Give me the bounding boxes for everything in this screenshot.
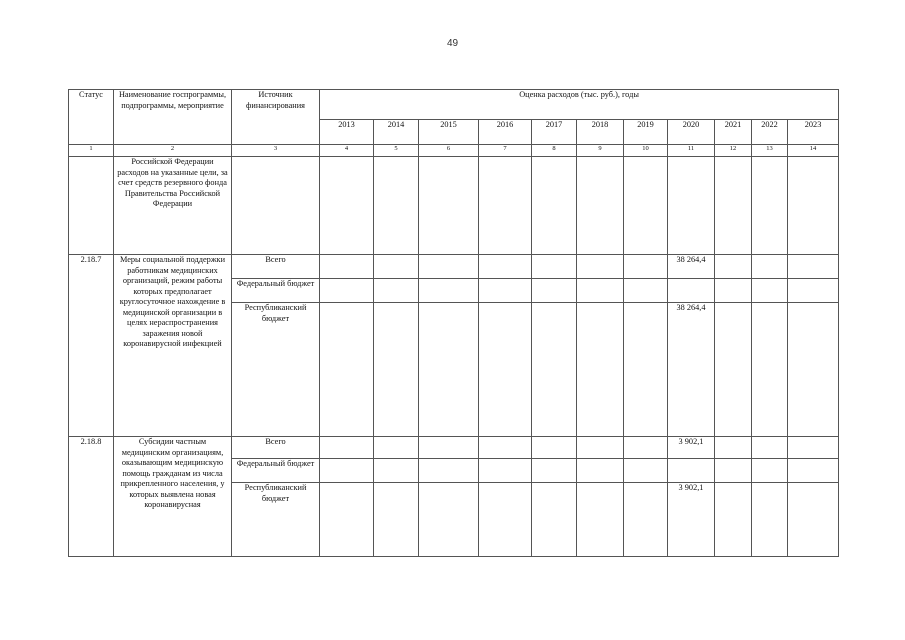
value-cell (624, 483, 668, 557)
year-header: 2014 (374, 120, 419, 145)
year-header: 2020 (668, 120, 715, 145)
measure-status: 2.18.7 (69, 255, 114, 437)
year-header: 2013 (320, 120, 374, 145)
expenditure-table (68, 89, 839, 557)
empty-cell (577, 157, 624, 255)
column-number: 13 (752, 145, 788, 157)
value-cell (532, 255, 577, 279)
year-header: 2016 (479, 120, 532, 145)
value-cell (715, 279, 752, 303)
value-cell (624, 255, 668, 279)
column-number: 11 (668, 145, 715, 157)
value-cell (320, 255, 374, 279)
column-number: 4 (320, 145, 374, 157)
measure-name: Субсидии частным медицинским организациям, оказывающим медицинскую помощь гражданам из числа прикрепленного населения, у которых выявлена новая коронавирусная (114, 437, 232, 557)
empty-cell (419, 157, 479, 255)
value-cell (320, 459, 374, 483)
value-cell (788, 279, 839, 303)
header-status: Статус (69, 90, 114, 145)
value-cell (788, 459, 839, 483)
value-cell (624, 279, 668, 303)
value-cell (788, 483, 839, 557)
measure-status: 2.18.8 (69, 437, 114, 557)
value-cell (788, 437, 839, 459)
value-cell (374, 437, 419, 459)
value-cell (479, 303, 532, 437)
column-number: 9 (577, 145, 624, 157)
empty-cell (232, 157, 320, 255)
value-cell (577, 437, 624, 459)
value-cell (374, 279, 419, 303)
value-cell (532, 459, 577, 483)
column-number: 3 (232, 145, 320, 157)
column-number: 2 (114, 145, 232, 157)
column-number: 7 (479, 145, 532, 157)
year-header: 2018 (577, 120, 624, 145)
empty-cell (715, 157, 752, 255)
value-cell (479, 437, 532, 459)
year-header: 2019 (624, 120, 668, 145)
value-cell (419, 303, 479, 437)
funding-source: Всего (232, 255, 320, 279)
measure-name: Меры социальной поддержки работникам медицинских организаций, режим работы которых предполагает круглосуточное нахождение в медицинской организации в целях нераспространения заражения новой коронавирусной инфекцией (114, 255, 232, 437)
value-cell (577, 279, 624, 303)
year-header: 2021 (715, 120, 752, 145)
value-cell (624, 437, 668, 459)
value-cell (374, 483, 419, 557)
value-cell (715, 437, 752, 459)
value-cell (320, 437, 374, 459)
table-row (69, 437, 839, 459)
year-header: 2022 (752, 120, 788, 145)
value-cell (668, 279, 715, 303)
value-cell (752, 303, 788, 437)
column-number: 6 (419, 145, 479, 157)
header-source: Источник финансирования (232, 90, 320, 145)
value-cell (577, 303, 624, 437)
empty-cell (668, 157, 715, 255)
value-cell (715, 255, 752, 279)
value-cell (532, 483, 577, 557)
empty-cell (479, 157, 532, 255)
value-cell (479, 459, 532, 483)
value-cell (419, 255, 479, 279)
funding-source: Республиканский бюджет (232, 303, 320, 437)
value-cell (577, 459, 624, 483)
column-number: 5 (374, 145, 419, 157)
empty-cell (320, 157, 374, 255)
empty-cell (374, 157, 419, 255)
page-number: 49 (446, 38, 459, 49)
value-cell (577, 255, 624, 279)
year-header: 2017 (532, 120, 577, 145)
value-cell (624, 459, 668, 483)
value-cell: 38 264,4 (668, 303, 715, 437)
header-name: Наименование госпрограммы, подпрограммы, мероприятие (114, 90, 232, 145)
header-estimate: Оценка расходов (тыс. руб.), годы (320, 90, 839, 120)
funding-source: Всего (232, 437, 320, 459)
value-cell (320, 279, 374, 303)
value-cell (624, 303, 668, 437)
value-cell (752, 255, 788, 279)
value-cell (374, 303, 419, 437)
table-row (69, 157, 839, 255)
value-cell (668, 459, 715, 483)
value-cell (532, 279, 577, 303)
status-cell (69, 157, 114, 255)
value-cell (715, 459, 752, 483)
value-cell: 3 902,1 (668, 437, 715, 459)
year-header: 2015 (419, 120, 479, 145)
value-cell: 38 264,4 (668, 255, 715, 279)
funding-source: Федеральный бюджет (232, 279, 320, 303)
value-cell (479, 483, 532, 557)
value-cell (715, 303, 752, 437)
empty-cell (752, 157, 788, 255)
column-number: 14 (788, 145, 839, 157)
column-number: 12 (715, 145, 752, 157)
value-cell (788, 303, 839, 437)
value-cell (479, 255, 532, 279)
value-cell (320, 483, 374, 557)
value-cell (374, 255, 419, 279)
value-cell (715, 483, 752, 557)
value-cell (532, 303, 577, 437)
value-cell (752, 279, 788, 303)
column-number: 8 (532, 145, 577, 157)
value-cell (752, 437, 788, 459)
value-cell (752, 483, 788, 557)
value-cell (374, 459, 419, 483)
measure-name: Российской Федерации расходов на указанные цели, за счет средств резервного фонда Правительства Российской Федерации (114, 157, 232, 255)
empty-cell (624, 157, 668, 255)
value-cell (577, 483, 624, 557)
value-cell (532, 437, 577, 459)
table-row (69, 255, 839, 279)
value-cell: 3 902,1 (668, 483, 715, 557)
value-cell (788, 255, 839, 279)
empty-cell (532, 157, 577, 255)
value-cell (419, 437, 479, 459)
year-header: 2023 (788, 120, 839, 145)
value-cell (419, 483, 479, 557)
value-cell (320, 303, 374, 437)
column-number: 10 (624, 145, 668, 157)
value-cell (419, 279, 479, 303)
column-number: 1 (69, 145, 114, 157)
funding-source: Республиканский бюджет (232, 483, 320, 557)
value-cell (419, 459, 479, 483)
funding-source: Федеральный бюджет (232, 459, 320, 483)
value-cell (479, 279, 532, 303)
empty-cell (788, 157, 839, 255)
value-cell (752, 459, 788, 483)
